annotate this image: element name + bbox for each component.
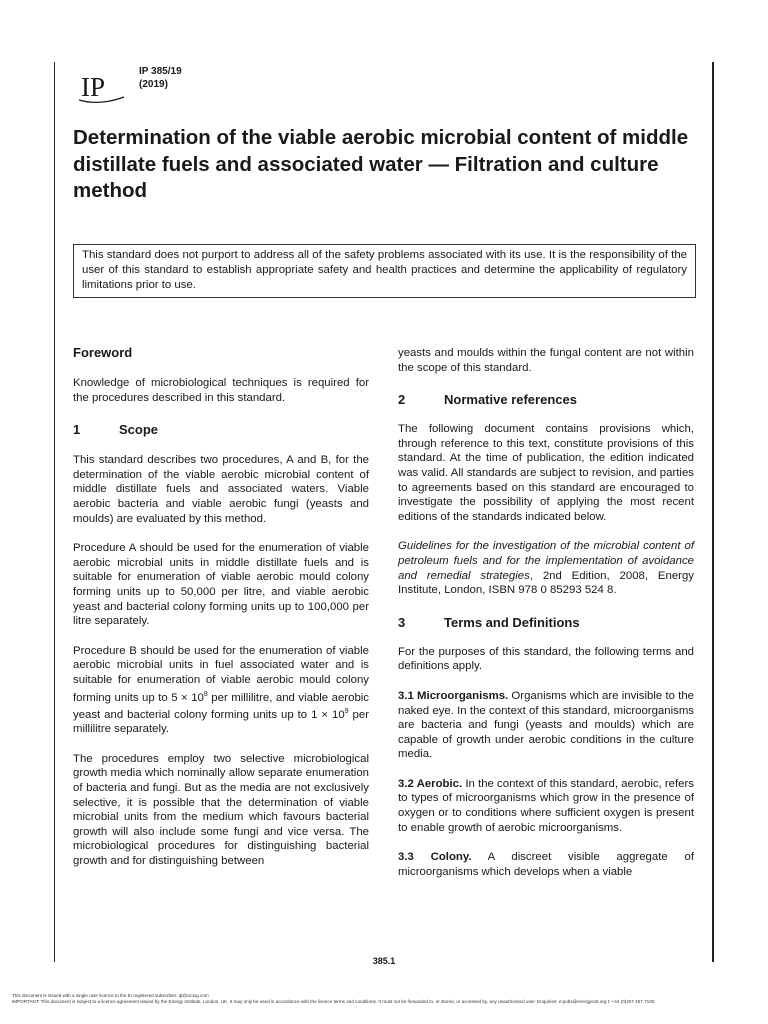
terms-title: Terms and Definitions	[444, 614, 580, 630]
licence-footer	[12, 993, 757, 1005]
important-notice-line: IMPORTANT: This document is subject to a licence agreement issued by the Energy Institute, London, UK. It may only be used in accordance with the licence terms and conditions. It must not be forwarded to, or stored, or accessed by, any unauthorised user. Enquiries: e:pubs@energyinst.org t: +44 (0)207 467 7100	[12, 999, 655, 1004]
ip-logo	[78, 70, 126, 104]
definition-term-2: 3.2 Aerobic.	[398, 777, 463, 790]
standard-identifier	[139, 65, 182, 91]
standard-number: IP 385/19	[139, 66, 182, 77]
normative-reference	[398, 539, 694, 597]
normative-references-heading	[398, 392, 694, 408]
scope-p3-part-a: Procedure B should be used for the enumeration of viable aerobic microbial units in fuel associated water and is suitable for enumeration of viable aerobic mould colony forming units up to 5 × 10	[73, 644, 369, 704]
normative-title: Normative references	[444, 392, 577, 408]
scope-paragraph-3	[73, 644, 369, 737]
foreword-text: Knowledge of microbiological techniques is required for the procedures described in this standard.	[73, 377, 369, 404]
terms-heading	[398, 615, 694, 631]
standard-year: (2019)	[139, 79, 168, 90]
terms-intro: For the purposes of this standard, the following terms and definitions apply.	[398, 645, 694, 673]
definition-term-1: 3.1 Microorganisms.	[398, 689, 509, 702]
definition-term-3: 3.3 Colony.	[398, 851, 472, 864]
safety-notice-box: This standard does not purport to address all of the safety problems associated with its use. It is the responsibility of the user of this standard to establish appropriate safety and health practices and determine the applicability of regulatory limitations prior to use.	[73, 244, 696, 298]
terms-number: 3	[398, 614, 406, 630]
definition-colony	[398, 850, 694, 879]
scope-paragraph-2: Procedure A should be used for the enumeration of viable aerobic microbial units in middle distillate fuels and is suitable for enumeration of viable aerobic mould colony forming units up to 50,000 per litre, and viable aerobic yeast and bacterial colony forming units up to 100,000 per litre separately.	[73, 542, 369, 628]
scope-p3-part-c: per millilitre separately.	[73, 708, 369, 736]
right-column	[398, 346, 694, 879]
right-margin-rule	[712, 62, 714, 962]
scope-p3-exponent-1: 8	[203, 690, 208, 698]
ip-logo-text: IP	[81, 72, 106, 102]
page-title: Determination of the viable aerobic microbial content of middle distillate fuels and associated water — Filtration and culture method	[73, 126, 689, 202]
page-number: 385.1	[372, 956, 396, 966]
scope-continued-text: yeasts and moulds within the fungal content are not within the scope of this standard.	[398, 347, 694, 374]
scope-p3-part-b: per millilitre, and viable aerobic yeast and bacterial colony forming units up to 1 × 10	[73, 691, 369, 721]
definition-text-3: A discreet visible aggregate of microorganisms which develops when a viable	[398, 851, 694, 878]
licence-line: This document is issued with a single user licence to the EI registered subscriber: ql@cictxg.com	[12, 993, 209, 998]
left-margin-rule	[54, 62, 55, 962]
normative-number: 2	[398, 392, 406, 408]
scope-title: Scope	[119, 422, 159, 438]
definition-aerobic	[398, 777, 694, 835]
normative-paragraph: The following document contains provisions which, through reference to this text, constitute provisions of this standard. At the time of publication, the edition indicated was valid. All standards are subject to revision, and parties to agreements based on this standard are encouraged to investigate the possibility of applying the most recent editions of the standards indicated below.	[398, 423, 694, 523]
left-column	[73, 345, 369, 869]
scope-paragraph-1: This standard describes two procedures, A and B, for the determination of the viable aerobic microbial content of middle distillate fuels and associated waters. Viable aerobic bacteria and viable aerobic fungi (yeasts and moulds) are evaluated by this method.	[73, 454, 369, 525]
scope-number: 1	[73, 422, 81, 438]
definition-microorganisms	[398, 689, 694, 762]
scope-heading	[73, 422, 369, 438]
definition-text-1: Organisms which are invisible to the naked eye. In the context of this standard, microorganisms are bacteria and fungi (yeasts and moulds) which are capable of growth under aerobic conditions in the culture media.	[398, 689, 694, 761]
scope-p3-exponent-2: 9	[344, 707, 349, 715]
scope-paragraph-4: The procedures employ two selective microbiological growth media which nominally allow separate enumeration of bacteria and fungi. But as the media are not exclusively selective, it is possible that the determination of viable microbial units from the medium which favours bacterial growth will also include some fungi and vice versa. The microbiological procedures for distinguishing bacterial growth and for distinguishing between	[73, 752, 369, 868]
foreword-heading: Foreword	[73, 345, 133, 360]
definition-text-2: In the context of this standard, aerobic, refers to types of microorganisms which grow in the presence of oxygen or to conditions where sufficient oxygen is present to enable growth of aerobic microorganisms.	[398, 777, 695, 834]
reference-details: , 2nd Edition, 2008, Energy Institute, London, ISBN 978 0 85293 524 8.	[398, 569, 694, 597]
reference-title: Guidelines for the investigation of the microbial content of petroleum fuels and for the implementation of avoidance and remedial strategies	[398, 540, 694, 582]
